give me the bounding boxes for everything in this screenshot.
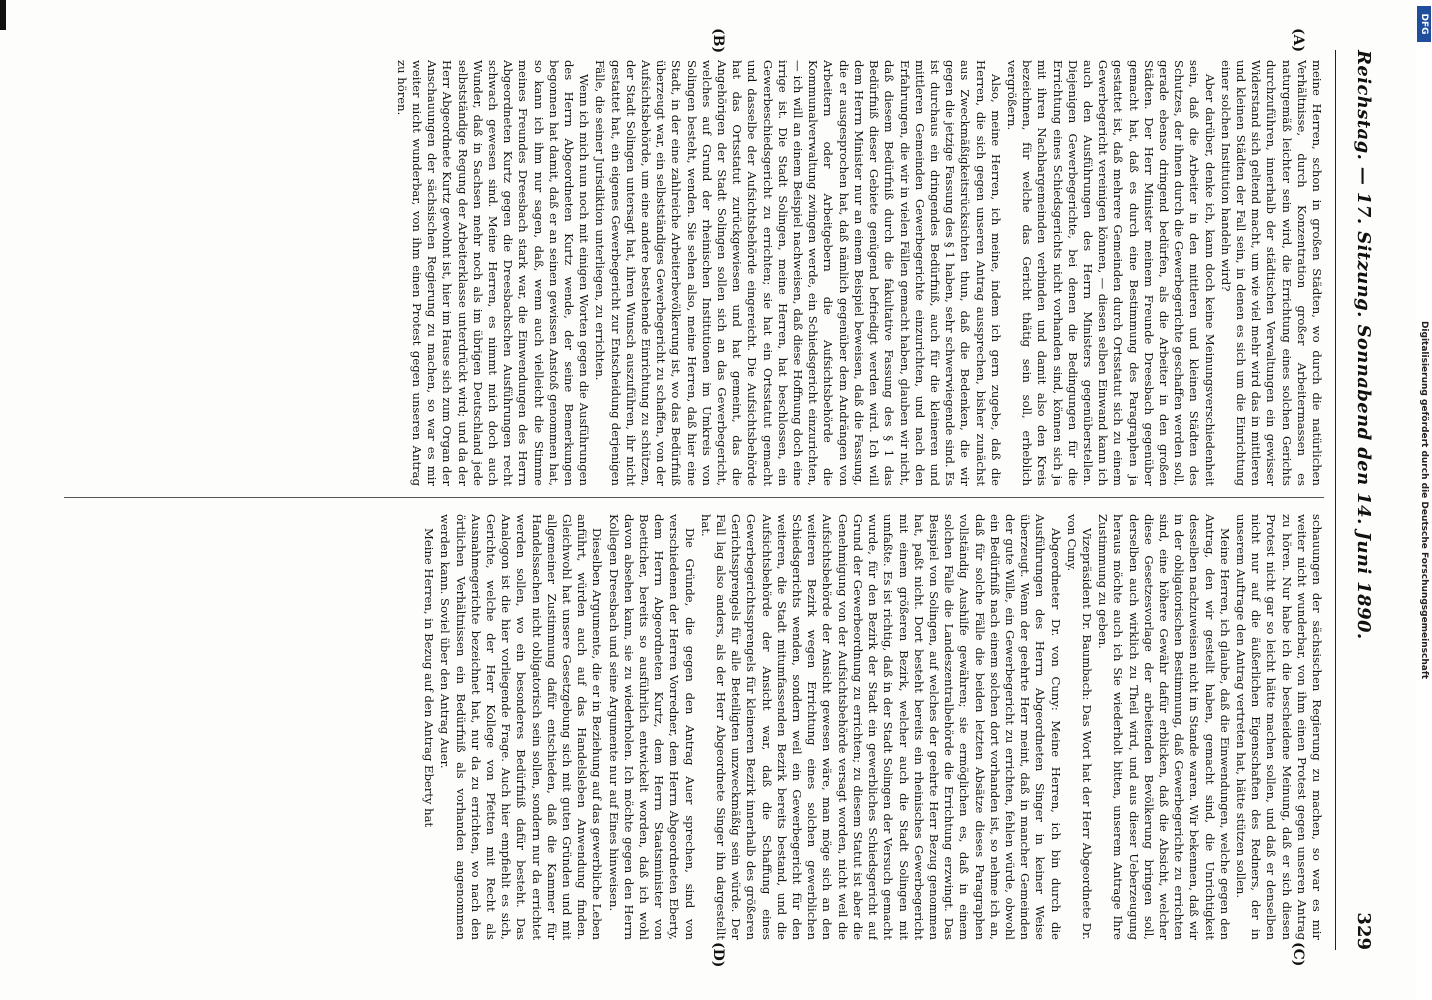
speaker-paragraph: Abgeordneter Dr. von Cuny: Meine Herren, ich bin durch die Ausführungen des Herrn Abgeordneten Singer in keiner Weise überzeugt. Wenn der geehrte Herr meint, daß in mancher Gemeinden der gute Wille, ein Gewerbegericht zu errichten, fehlen würde, obwohl ein Bedürfniß nach einem solchen dort vorhanden ist, so nehme ich an, daß für solche Fälle die beiden letzten Absätze dieses Paragraphen vollständig Aushilfe gewähren; sie ermöglichen es, daß in einem solchen Falle die Landeszentralbehörde die Errichtung erzwingt. Das Beispiel von Solingen, auf welches der geehrte Herr Bezug genommen hat, paßt nicht. Dort besteht bereits ein rheinisches Gewerbegericht mit einem größeren Bezirk, welcher auch die Stadt Solingen mit umfaßte. Es ist richtig, daß in der Stadt Solingen der Versuch gemacht wurde, für den Bezirk der Stadt ein gewerbliches Schiedsgericht auf Grund der Gewerbeordnung zu errichten; zu diesem Statut ist aber die Genehmigung von der Aufsichtsbehörde versagt worden, nicht weil die Aufsichtsbehörde der Ansicht gewesen wäre, man möge sich an den weiteren Bezirk wegen Errichtung eines solchen gewerblichen Schiedsgerichts wenden, sondern weil ein Gewerbegericht für den weiteren, die Stadt mitumfassenden Bezirk bereits bestand, und die Aufsichtsbehörde der Ansicht war, daß die Schaffung eines Gewerbegerichtssprengels für kleineren Bezirk innerhalb des größeren Gerichtssprengels für alle Beteiligten unzweckmäßig sein würde. Der Fall lag also anders, als der Herr Abgeordnete Singer ihn dargestellt hat. — [698, 514, 1063, 940]
page-header — [1335, 50, 1384, 950]
paragraph: Die Gründe, die gegen den Antrag Auer sprechen, sind von verschiedenen der Herren Vorredner, dem Herrn Abgeordneten Eberty, dem Herrn Abgeordneten Kurtz, dem Herrn Staatsminister von Boetticher, bereits so ausführlich entwickelt worden, daß ich wohl davon absehen kann, sie zu wiederholen. Ich möchte gegen den Herrn Kollegen Dreesbach und seine Argumente nur auf Eines hinweisen. — [606, 514, 697, 940]
margin-marker-a: (A) — [1290, 28, 1306, 53]
dfg-logo-text: DFG — [1419, 13, 1429, 35]
paragraph: Also, meine Herren, ich meine, indem ich gern zugebe, daß die Herren, die sich gegen unseren Antrag aussprechen, bisher zunächst aus Zweckmäßigkeitsrücksichten thun, daß die Bedenken, die wir gegen die jetzige Fassung des § 1 haben, sehr schwerwiegende sind. Es ist durchaus ein dringendes Bedürfniß, auch für die kleineren und mittleren Gemeinden Gewerbegerichte einzurichten, und nach den Erfahrungen, die wir in vielen Fällen gemacht haben, glauben wir nicht, daß diesem Bedürfniß durch die fakultative Fassung des § 1 das Bedürfniß dieser Gebiete genügend befriedigt werden wird. Ich will dem Herrn Minister nur an einem Beispiel beweisen, daß die Fassung, die er ausgesprochen hat, daß nämlich gegenüber dem Andrängen von Arbeitern oder Arbeitgebern die Aufsichtsbehörde die Kommunalverwaltung zwingen werde, ein Schiedsgericht einzurichten, — ich will an einem Beispiel nachweisen, daß diese Hoffnung doch eine irrige ist. Die Stadt Solingen, meine Herren, hat beschlossen, ein Gewerbeschiedsgericht zu errichten; sie hat ein Ortsstatut gemacht und dasselbe der Aufsichtsbehörde eingereicht. Die Aufsichtsbehörde hat das Ortsstatut zurückgewiesen und hat gemeint, das die Angehörigen der Stadt Solingen sollen sich an das Gewerbegericht, welches auf Grund der rheinischen Institutionen im Umkreis von Solingen besteht, wenden. Sie sehen also, meine Herren, daß hier eine Stadt, in der eine zahlreiche Arbeiterbevölkerung ist, wo das Bedürfniß überzeugt war, ein selbstständiges Gewerbegericht zu schaffen, von der Aufsichtsbehörde, um eine andere bestehende Einrichtung zu schützen, der Stadt Solingen untersagt hat, ihren Wunsch auszuführen, ihr nicht gestattet hat, ein eigenes Gewerbegericht zur Entscheidung derjenigen Fälle, die seiner Jurisdiktion unterliegen, zu errichten. — [593, 60, 1003, 486]
paragraph: Meine Herren, in Bezug auf den Antrag Eberty hat — [422, 528, 437, 828]
page-number: 329 — [1353, 912, 1374, 950]
speaker-paragraph: Vizepräsident Dr. Baumbach: Das Wort hat der Herr Abgeordnete Dr. von Cuny. — [1064, 514, 1094, 940]
margin-marker-d: (D) — [710, 942, 726, 968]
dfg-credit-strip — [1416, 0, 1432, 1000]
paragraph: Meine Herren, ich glaube, daß die Einwendungen, welche gegen den Antrag, den wir gestellt haben, gemacht sind, die Unrichtigkeit desselben nachzuweisen nicht im Stande waren. Wir bekennen, daß wir in der obligatorischen Bestimmung, daß Gewerbegerichte zu errichten sind, eine höhere Gewähr dafür erblicken, daß die Absicht, welcher diese Gesetzesvorlage der arbeitenden Bevölkerung bringen soll, derselben auch wirklich zu Theil wird, und aus dieser Ueberzeugung heraus möchte auch ich Sie wiederholt bitten, unserem Antrage Ihre Zustimmung zu geben. — [1096, 514, 1232, 940]
dfg-logo — [1417, 6, 1431, 42]
paragraph: Dieselben Argumente, die er in Beziehung auf das gewerbliche Leben anführt, würden auch auf das Handelsleben Anwendung finden. Gleichwohl hat unsere Gesetzgebung sich mit guten Gründen und mit allgemeiner Zustimmung dafür entschieden, daß die Kammer für Handelssachen nicht obligatorisch sein sollen, sondern nur da errichtet werden sollen, wo ein besonderes Bedürfniß dafür besteht. Das Analogon ist die hier vorliegende Frage. Auch hier empfiehlt es sich, Gerichte, welche der Herr Kollege von Pfetten mit Recht als Ausnahmegerichte bezeichnet hat, nur da zu errichten, wo nach den örtlichen Verhältnissen ein Bedürfniß als vorhanden angenommen werden kann. Soviel über den Antrag Auer. — [438, 514, 605, 940]
scan-edge-mark — [0, 0, 6, 30]
right-column — [64, 514, 1324, 940]
paragraph: Wenn ich mich nun noch mit einigen Worten gegen die Ausführungen des Herrn Abgeordneten Kurtz wende, der seine Bemerkungen begonnen hat damit, daß er an seinen gewissen Anstoß genommen hat, so kann ich ihm nur sagen, daß, wenn auch vielleicht die Stimme meines Freundes Dreesbach stark war, die Einwendungen des Herrn Abgeordneten Kurtz gegen die Dreesbachschen Ausführungen recht schwach gewesen sind. Meine Herren, es nimmt mich doch auch Wunder, daß in Sachsen mehr noch als im übrigen Deutschland jede selbstständige Regung der Arbeiterklasse unterdrückt wird; und da der Herr Abgeordnete Kurtz gewohnt ist, hier im Hause sich zum Organ der Anschauungen der sächsischen Regierung zu machen, so war es mir weiter nicht wunderbar, von ihm einen Protest gegen unseren Antrag zu hören. — [394, 60, 592, 486]
paragraph: Aber darüber, denke ich, kann doch keine Meinungsverschiedenheit sein, daß die Arbeiter in den mittleren und kleinen Städten des Schutzes, der ihnen durch die Gewerbegerichte geschaffen werden soll, gerade ebenso dringend bedürfen, als die Arbeiter in den großen Städten. Der Herr Minister meinem Freunde Dreesbach gegenüber gemacht hat, daß es durch eine Bestimmung des Paragraphen ja gestattet ist, daß mehrere Gemeinden durch Ortsstatut sich zu einem Gewerbegericht vereinigen können, — diesen selben Einwand kann ich auch den Ausführungen des Herrn Ministers gegenüberstellen. Diejenigen Gewerbegerichte, bei denen die Bedingungen für die Errichtung eines Schiedsgerichts nicht vorhanden sind, können sich ja mit ihren Nachbargemeinden verbinden und damit also den Kreis bezeichnen, für welche das Gericht thätig sein soll, erheblich vergrößern. — [1004, 60, 1217, 486]
margin-marker-b: (B) — [710, 28, 726, 54]
column-divider — [64, 497, 1324, 498]
left-column — [64, 60, 1324, 486]
digitization-credit: Digitalisierung gefördert durch die Deutsche Forschungsgemeinschaft — [1419, 320, 1429, 680]
paragraph: schauungen der sächsischen Regierung zu machen, so war es mir weiter nicht wunderbar, von ihm einen Protest gegen unseren Antrag zu hören. Nur habe ich die bescheidene Meinung, daß er sich diesen Protest nicht gar so leicht hätte machen sollen, und daß er denselben nicht nur auf die äußerlichen Eigenschaften des Redners, der in unserem Auftrage den Antrag vertreten hat, hätte stützen sollen. — [1233, 514, 1324, 940]
paragraph: meine Herren, schon in großen Städten, wo durch die natürlichen Verhältnisse, durch Konzentration großer Arbeitermassen es naturgemäß leichter sein wird, die Errichtung eines solchen Gerichts durchzuführen, innerhalb der städtischen Verwaltungen ein gewisser Widerstand sich geltend macht, um wie viel mehr wird das in mittleren und kleinen Städten der Fall sein, in denen es sich um die Einrichtung einer solchen Institution handeln wird? — [1218, 60, 1324, 486]
rotated-page — [26, 20, 1406, 980]
margin-marker-c: (C) — [1290, 942, 1306, 967]
running-head: Reichstag. — 17. Sitzung. Sonnabend den 14. Juni 1890. — [1353, 50, 1374, 640]
